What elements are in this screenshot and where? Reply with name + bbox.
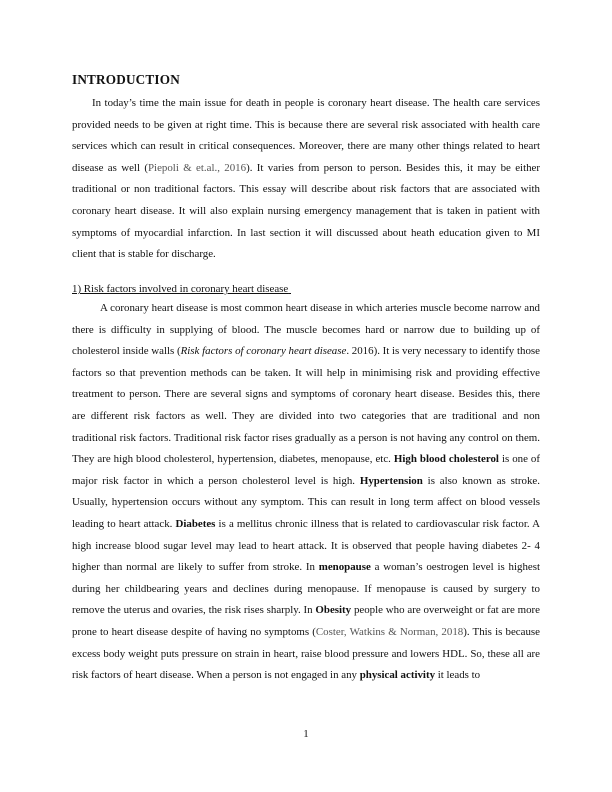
intro-text-1: In today’s time the main issue for death in people is coronary heart disease. The health care services provided needs to be given at right time. This is because there are several risk associated with health care services which can result in critical consequences. Moreover, there are many other things related to heart disease as well ( (72, 97, 540, 174)
citation-italic-risk-factors: Risk factors of coronary heart disease (180, 345, 347, 358)
intro-paragraph (72, 93, 540, 266)
term-high-blood-cholesterol: High blood cholesterol (393, 453, 499, 466)
subsection-heading-risk-factors: 1) Risk factors involved in coronary heart disease (72, 283, 289, 295)
citation-coster: Coster, Watkins & Norman, 2018 (315, 625, 464, 638)
intro-text-2: ). It varies from person to person. Besides this, it may be either traditional or non traditional factors. This essay will describe about risk factors that are associated with coronary heart disease. It will also explain nursing emergency management that is taken in patient with symptoms of myocardial infarction. In last section it will discussed about heath education given to MI client that is stable for discharge. (72, 161, 540, 261)
term-hypertension: Hypertension (359, 474, 423, 487)
page-number: 1 (303, 728, 309, 740)
term-obesity: Obesity (315, 604, 352, 617)
term-diabetes: Diabetes (175, 517, 216, 530)
term-physical-activity: physical activity (359, 669, 436, 682)
citation-piepoli: Piepoli & et.al., 2016 (147, 161, 247, 174)
term-menopause: menopause (318, 561, 371, 574)
risk-factors-paragraph: A coronary heart disease is most common heart disease in which arteries muscle become narrow and there is difficulty in supplying of blood. The muscle becomes hard or narrow due to building up of cholesterol inside walls (Risk factors of coronary heart disease. 2016). It is very necessary to identify those factors so that prevention methods can be taken. It will help in minimising risk and providing effective treatment to person. There are several signs and symptoms of coronary heart disease. Besides this, there are different risk factors as well. They are divided into two categories that are traditional and non traditional risk factors. Traditional risk factor rises gradually as a person is not having any control on them. They are high blood cholesterol, hypertension, diabetes, menopause, etc. High blood cholesterol is one of major risk factor in which a person cholesterol level is high. Hypertension is also known as stroke. Usually, hypertension occurs without any symptom. This can result in long term affect on blood vessels leading to heart attack. Diabetes is a mellitus chronic illness that is related to cardiovascular risk factor. A high increase blood sugar level may lead to heart attack. It is observed that people having diabetes 2- 4 higher than normal are likely to suffer from stroke. In menopause a woman’s oestrogen level is highest during her childbearing years and declines during menopause. If menopause is caused by surgery to remove the uterus and ovaries, the risk rises sharply. In Obesity people who are overweight or fat are more prone to heart disease despite of having no symptoms (Coster, Watkins & Norman, 2018). This is because excess body weight puts pressure on strain in heart, raise blood pressure and lowers HDL. So, these all are risk factors of heart disease. When a person is not engaged in any physical activity it leads to (72, 302, 541, 682)
section-heading-introduction: INTRODUCTION (72, 72, 180, 87)
